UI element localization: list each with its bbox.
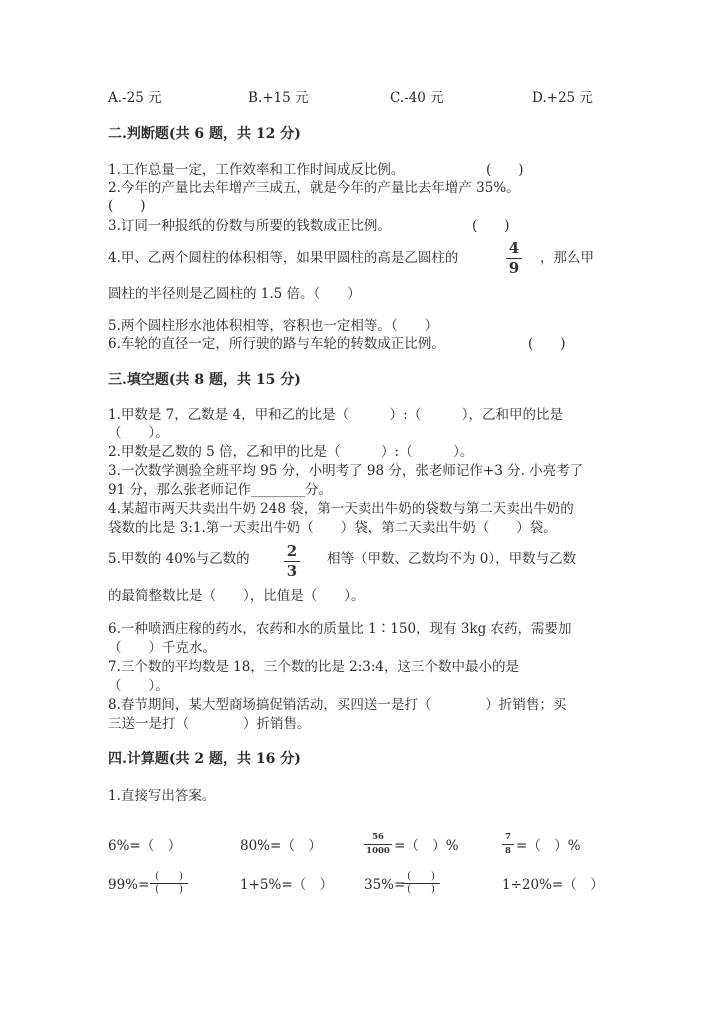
section4-title: 四.计算题(共 2 题，共 16 分): [108, 751, 301, 767]
fraction-denominator: ( ): [155, 884, 183, 895]
calc-r2-c1-a: 99%=: [108, 877, 150, 893]
calc-r2-c3-fraction: [402, 872, 440, 895]
calc-r1-c2: 80%=（ ）: [240, 838, 322, 854]
s3-q3-line1: 3.一次数学测验全班平均 95 分，小明考了 98 分，张老师记作+3 分. 小亮考了: [108, 463, 584, 479]
fraction-denominator: 3: [286, 562, 298, 580]
fraction-denominator: ( ): [407, 884, 435, 895]
fraction-numerator: 56: [372, 832, 384, 842]
s2-q6-paren: ( ): [528, 336, 566, 352]
choice-option-b: B.+15 元: [248, 90, 309, 106]
s3-q8-line2: 三送一是打（ ）折销售。: [108, 716, 311, 732]
s3-q5-b: 相等（甲数、乙数均不为 0），甲数与乙数: [327, 551, 577, 567]
s2-q2-line1: 2.今年的产量比去年增产三成五，就是今年的产量比去年增产 35%。: [108, 180, 520, 196]
section3-title: 三.填空题(共 8 题，共 15 分): [108, 372, 301, 388]
s3-q7-line1: 7.三个数的平均数是 18，三个数的比是 2:3:4，这三个数中最小的是: [108, 659, 520, 675]
choice-option-d: D.+25 元: [532, 90, 593, 106]
calc-r2-c3-a: 35%=: [364, 877, 406, 893]
s2-q4-line2: 圆柱的半径则是乙圆柱的 1.5 倍。（ ）: [108, 286, 361, 302]
s4-q1: 1.直接写出答案。: [108, 788, 216, 804]
s3-q3-line2: 91 分，那么张老师记作________分。: [108, 482, 332, 498]
s3-q7-line2: （ ）。: [108, 678, 169, 694]
s2-q4-a: 4.甲、乙两个圆柱的体积相等，如果甲圆柱的高是乙圆柱的: [108, 250, 459, 266]
fraction-bar: [364, 844, 392, 845]
s3-q1-line2: （ ）。: [108, 425, 169, 441]
s3-q5-line2: 的最简整数比是（ ），比值是（ ）。: [108, 588, 365, 604]
s2-q4-fraction: [506, 241, 522, 276]
s2-q2-line2: ( ): [108, 198, 146, 214]
calc-r2-c1-fraction: [150, 872, 188, 895]
fraction-numerator: ( ): [407, 871, 435, 882]
section2-title: 二.判断题(共 6 题，共 12 分): [108, 126, 301, 142]
s2-q6: 6.车轮的直径一定，所行驶的路与车轮的转数成正比例。: [108, 336, 445, 352]
s3-q1-line1: 1.甲数是 7，乙数是 4，甲和乙的比是（ ）:（ ），乙和甲的比是: [108, 407, 563, 423]
calc-r2-c2: 1+5%=（ ）: [240, 877, 334, 893]
s3-q6-line2: （ ）千克水。: [108, 640, 216, 656]
s2-q1: 1.工作总量一定，工作效率和工作时间成反比例。: [108, 162, 405, 178]
fraction-numerator: ( ): [155, 871, 183, 882]
s2-q1-paren: ( ): [486, 162, 524, 178]
s2-q3: 3.订同一种报纸的份数与所要的钱数成正比例。: [108, 218, 391, 234]
calc-r1-c4-rest: =（ ）%: [516, 838, 581, 854]
calc-r2-c4: 1÷20%=（ ）: [502, 877, 604, 893]
s3-q4-line2: 袋数的比是 3:1.第一天卖出牛奶（ ）袋，第二天卖出牛奶（ ）袋。: [108, 520, 557, 536]
s3-q5-a: 5.甲数的 40%与乙数的: [108, 551, 250, 567]
calc-r1-c4-fraction: [502, 833, 514, 855]
choice-option-a: A.-25 元: [108, 90, 162, 106]
s2-q3-paren: ( ): [472, 218, 510, 234]
fraction-numerator: 7: [505, 832, 511, 842]
fraction-numerator: 4: [508, 239, 520, 257]
s3-q8-line1: 8.春节期间，某大型商场搞促销活动，买四送一是打（ ）折销售；买: [108, 697, 567, 713]
s3-q4-line1: 4.某超市两天共卖出牛奶 248 袋，第一天卖出牛奶的袋数与第二天卖出牛奶的: [108, 501, 574, 517]
choice-option-c: C.-40 元: [390, 90, 444, 106]
s2-q4-b: ，那么甲: [540, 250, 594, 266]
fraction-numerator: 2: [286, 542, 298, 560]
s2-q5: 5.两个圆柱形水池体积相等，容积也一定相等。（ ）: [108, 318, 439, 334]
calc-r1-c3-rest: =（ ）%: [394, 838, 459, 854]
s3-q2: 2.甲数是乙数的 5 倍，乙和甲的比是（ ）:（ ）。: [108, 444, 474, 460]
s3-q6-line1: 6.一种喷洒庄稼的药水，农药和水的质量比 1∶150，现有 3kg 农药，需要加: [108, 621, 572, 637]
fraction-denominator: 9: [508, 259, 520, 277]
calc-r1-c3-fraction: [364, 833, 392, 855]
calc-r1-c1: 6%=（ ）: [108, 838, 182, 854]
fraction-denominator: 1000: [366, 845, 390, 856]
fraction-bar: [502, 844, 514, 845]
fraction-denominator: 8: [505, 845, 511, 856]
s3-q5-fraction: [284, 544, 300, 579]
